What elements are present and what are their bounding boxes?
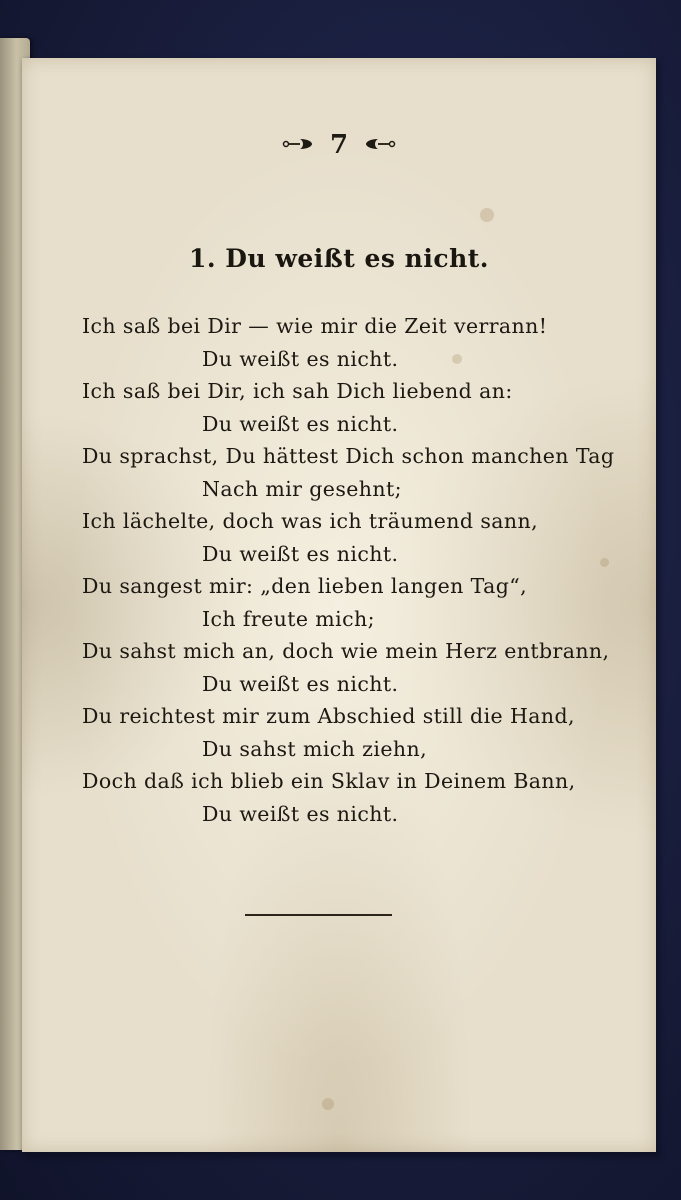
right-ornament-icon bbox=[360, 128, 396, 158]
end-rule bbox=[245, 914, 392, 916]
page-number: 7 bbox=[329, 130, 349, 160]
refrain-line: Nach mir gesehnt; bbox=[202, 476, 402, 501]
poem-body bbox=[22, 310, 656, 830]
refrain-line: Du weißt es nicht. bbox=[202, 801, 399, 826]
foxing-spot bbox=[322, 1098, 334, 1110]
verse-line: Ich lächelte, doch was ich träumend sann, bbox=[82, 509, 539, 533]
page-number-header bbox=[22, 130, 656, 161]
refrain-line: Ich freute mich; bbox=[202, 606, 375, 631]
verse-line: Du sprachst, Du hättest Dich schon manchen Tag bbox=[82, 444, 615, 468]
verse-line: Ich saß bei Dir, ich sah Dich liebend an: bbox=[82, 379, 513, 403]
verse-line: Du reichtest mir zum Abschied still die Hand, bbox=[82, 704, 575, 728]
verse-line: Ich saß bei Dir — wie mir die Zeit verrann! bbox=[82, 314, 548, 338]
refrain-line: Du sahst mich ziehn, bbox=[202, 736, 427, 761]
refrain-line: Du weißt es nicht. bbox=[202, 541, 399, 566]
book-page bbox=[22, 58, 656, 1152]
verse-line: Du sangest mir: „den lieben langen Tag“, bbox=[82, 574, 528, 598]
foxing-spot bbox=[480, 208, 494, 222]
poem-title: 1. Du weißt es nicht. bbox=[188, 244, 490, 273]
refrain-line: Du weißt es nicht. bbox=[202, 411, 399, 436]
refrain-line: Du weißt es nicht. bbox=[202, 671, 399, 696]
refrain-line: Du weißt es nicht. bbox=[202, 346, 399, 371]
verse-line: Du sahst mich an, doch wie mein Herz entbrann, bbox=[82, 639, 610, 663]
left-ornament-icon bbox=[282, 128, 318, 158]
verse-line: Doch daß ich blieb ein Sklav in Deinem Bann, bbox=[82, 769, 576, 793]
